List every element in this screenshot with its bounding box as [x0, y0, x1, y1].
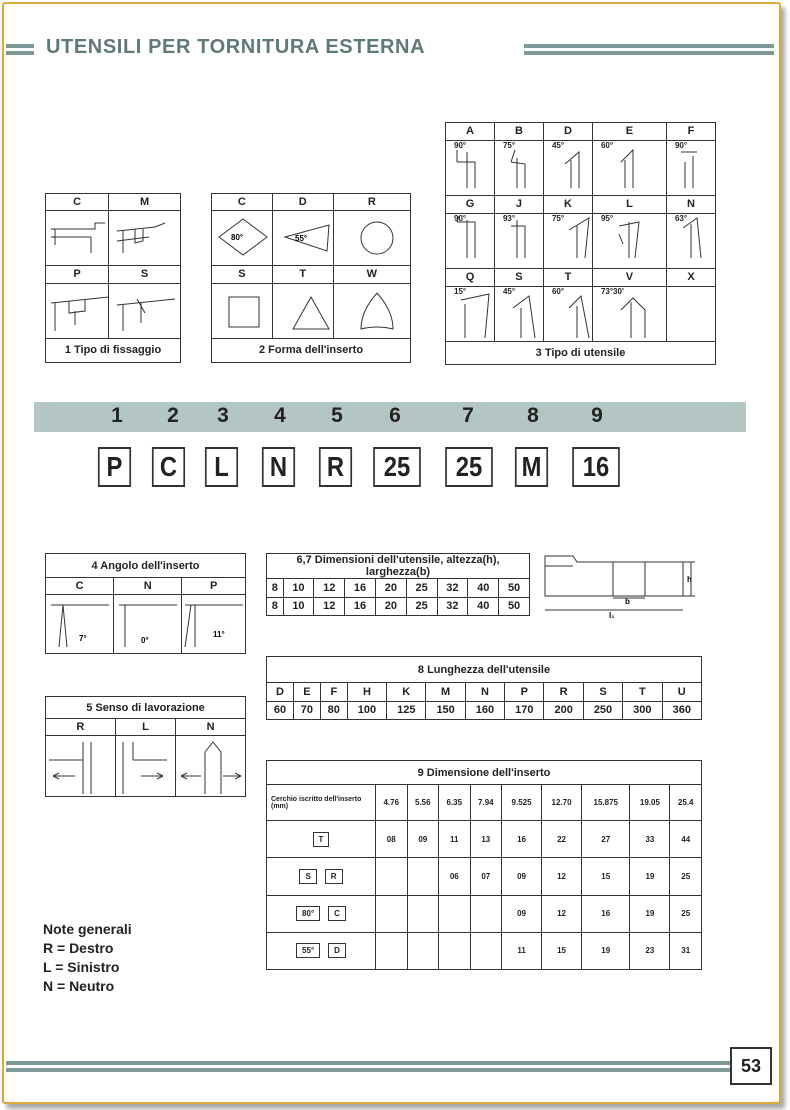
angle-label: 15°	[454, 286, 467, 296]
insert-size-cell	[376, 932, 408, 969]
length-value-cell: 100	[347, 701, 386, 719]
length-value-cell: 80	[320, 701, 347, 719]
insert-size-cell: 19	[582, 932, 630, 969]
diameter-cell: 5.56	[407, 785, 439, 821]
insert-size-cell	[470, 895, 502, 932]
code-cell: R	[46, 719, 116, 736]
insert-shape-cell	[267, 895, 376, 932]
diameter-cell: 4.76	[376, 785, 408, 821]
code-box: M	[515, 447, 548, 487]
length-letter-cell: P	[505, 683, 544, 701]
length-value-cell: 170	[505, 701, 544, 719]
length-value-cell: 70	[293, 701, 320, 719]
tool-dimension-diagram	[543, 552, 703, 622]
angle-label: 11°	[213, 630, 225, 639]
dimension-cell: 25	[406, 579, 437, 597]
insert-size-cell	[376, 895, 408, 932]
length-value-cell: 300	[623, 701, 662, 719]
code-cell: N	[666, 196, 715, 214]
insert-size-cell: 12	[542, 858, 582, 895]
code-box: 25	[445, 447, 493, 487]
code-box: C	[152, 447, 185, 487]
length-letter-cell: R	[544, 683, 583, 701]
length-value-cell: 250	[583, 701, 622, 719]
angle-label: 80°	[231, 233, 244, 242]
position-number: 5	[331, 404, 343, 427]
code-box: R	[319, 447, 352, 487]
shape-w-icon	[361, 293, 393, 329]
page-number: 53	[730, 1047, 772, 1085]
insert-shapes	[211, 193, 411, 363]
note-line: L = Sinistro	[43, 959, 120, 975]
insert-size-cell	[407, 895, 439, 932]
insert-size-cell	[439, 932, 471, 969]
dimension-cell: 10	[283, 579, 314, 597]
section-1-caption: 1 Tipo di fissaggio	[46, 338, 181, 362]
position-number: 4	[274, 404, 286, 427]
dimension-cell: 40	[468, 597, 499, 615]
angle-label: 60°	[600, 140, 614, 150]
dimension-cell: 8	[267, 579, 284, 597]
insert-size-cell	[376, 858, 408, 895]
insert-size-cell: 33	[630, 821, 670, 858]
length-letter-cell: E	[293, 683, 320, 701]
insert-size-cell: 25	[670, 858, 702, 895]
code-cell: W	[333, 266, 410, 283]
dimension-cell: 20	[375, 597, 406, 615]
dimension-cell: 20	[375, 579, 406, 597]
insert-size-cell: 25	[670, 895, 702, 932]
insert-size-cell: 16	[582, 895, 630, 932]
angle-label: 45°	[502, 286, 516, 296]
angle-label: 63°	[674, 213, 688, 223]
dimension-cell: 12	[314, 579, 345, 597]
length-letter-cell: S	[583, 683, 622, 701]
code-cell: R	[333, 194, 410, 211]
code-cell: P	[46, 266, 109, 283]
code-cell: S	[494, 269, 543, 287]
diameter-cell: 12.70	[542, 785, 582, 821]
inscribed-circle-header: Cerchio iscritto dell'inserto (mm)	[267, 785, 376, 821]
dimension-cell: 50	[499, 579, 530, 597]
insert-size-cell: 13	[470, 821, 502, 858]
insert-size-cell: 15	[582, 858, 630, 895]
section-2-caption: 2 Forma dell'inserto	[212, 338, 411, 362]
position-number: 6	[389, 404, 401, 427]
shape-r-icon	[361, 222, 393, 254]
insert-size-cell: 07	[470, 858, 502, 895]
angle-label: 75°	[551, 213, 565, 223]
shape-label: 80°	[296, 906, 320, 921]
code-cell: V	[592, 269, 666, 287]
position-number: 1	[111, 404, 123, 427]
insert-size-cell: 15	[542, 932, 582, 969]
insert-size-cell: 06	[439, 858, 471, 895]
page-title: UTENSILI PER TORNITURA ESTERNA	[46, 36, 426, 58]
length-letter-cell: M	[426, 683, 465, 701]
dimension-cell: 32	[437, 579, 468, 597]
code-cell: D	[543, 123, 592, 141]
shape-label: 55°	[296, 943, 320, 958]
dimension-cell: 32	[437, 597, 468, 615]
section-3-caption: 3 Tipo di utensile	[446, 342, 716, 365]
footer-stripe	[6, 1061, 730, 1065]
clamp-drawings	[45, 193, 181, 363]
insert-shape-cell	[267, 821, 376, 858]
length-value-cell: 125	[387, 701, 426, 719]
section-4-caption: 4 Angolo dell'inserto	[46, 554, 246, 578]
diameter-cell: 19.05	[630, 785, 670, 821]
angle-label: 45°	[551, 140, 565, 150]
code-cell: C	[46, 194, 109, 211]
insert-size-cell: 44	[670, 821, 702, 858]
shape-label: S	[299, 869, 316, 884]
length-letter-cell: T	[623, 683, 662, 701]
code-cell: L	[592, 196, 666, 214]
shape-label: R	[325, 869, 343, 884]
position-number: 8	[527, 404, 539, 427]
insert-size-cell: 19	[630, 895, 670, 932]
insert-size-cell: 16	[502, 821, 542, 858]
insert-size-cell: 19	[630, 858, 670, 895]
clearance-drawings	[45, 553, 246, 654]
position-number: 3	[217, 404, 229, 427]
code-box: N	[262, 447, 295, 487]
dimension-cell: 16	[345, 597, 376, 615]
angle-label: 55°	[295, 234, 308, 243]
length-letter-cell: D	[267, 683, 294, 701]
shape-t-icon	[293, 297, 329, 329]
length-value-cell: 360	[662, 701, 701, 719]
length-letter-cell: H	[347, 683, 386, 701]
length-value-cell: 60	[267, 701, 294, 719]
footer-stripe	[6, 1068, 730, 1072]
insert-size-cell: 11	[502, 932, 542, 969]
length-letter-cell: F	[320, 683, 347, 701]
insert-size-cell: 11	[439, 821, 471, 858]
shape-label: T	[313, 832, 330, 847]
direction-drawings	[45, 696, 246, 797]
angle-label: 0°	[141, 636, 149, 645]
length-letter-cell: U	[662, 683, 701, 701]
length-letter-cell: K	[387, 683, 426, 701]
insert-size-cell: 08	[376, 821, 408, 858]
code-cell: K	[543, 196, 592, 214]
code-box: P	[98, 447, 131, 487]
code-cell: D	[272, 194, 333, 211]
insert-size-cell: 09	[502, 895, 542, 932]
angle-label: 73°30'	[600, 286, 624, 296]
insert-size-cell: 12	[542, 895, 582, 932]
insert-size-cell	[439, 895, 471, 932]
title-bar	[6, 38, 776, 62]
diameter-cell: 6.35	[439, 785, 471, 821]
section-9-caption: 9 Dimensione dell'inserto	[267, 761, 702, 785]
length-value-cell: 150	[426, 701, 465, 719]
angle-label: 95°	[600, 213, 614, 223]
code-cell: Q	[446, 269, 495, 287]
length-label: l₁	[609, 611, 615, 620]
dimension-cell: 40	[468, 579, 499, 597]
code-cell: A	[446, 123, 495, 141]
code-cell: E	[592, 123, 666, 141]
shape-s-icon	[229, 297, 259, 327]
insert-size-cell: 27	[582, 821, 630, 858]
code-cell: B	[494, 123, 543, 141]
angle-label: 93°	[502, 213, 516, 223]
length-value-cell: 200	[544, 701, 583, 719]
code-cell: S	[212, 266, 273, 283]
insert-size-cell: 23	[630, 932, 670, 969]
width-label: b	[625, 597, 630, 606]
code-cell: X	[666, 269, 715, 287]
insert-size-cell: 22	[542, 821, 582, 858]
code-cell: L	[115, 719, 175, 736]
notes-title: Note generali	[43, 921, 132, 937]
code-cell: T	[543, 269, 592, 287]
note-line: R = Destro	[43, 940, 114, 956]
code-cell: J	[494, 196, 543, 214]
tool-type-drawings	[445, 122, 716, 365]
insert-size-cell	[470, 932, 502, 969]
code-box: L	[205, 447, 238, 487]
diameter-cell: 7.94	[470, 785, 502, 821]
section-67-caption: 6,7 Dimensioni dell'utensile, altezza(h), larghezza(b)	[267, 554, 530, 579]
section-5-caption: 5 Senso di lavorazione	[46, 697, 246, 719]
shape-label: C	[328, 906, 346, 921]
insert-size-cell	[407, 932, 439, 969]
code-cell: F	[666, 123, 715, 141]
insert-size-cell: 09	[502, 858, 542, 895]
insert-shape-cell	[267, 932, 376, 969]
diameter-cell: 25.4	[670, 785, 702, 821]
length-letter-cell: N	[465, 683, 504, 701]
note-line: N = Neutro	[43, 978, 115, 994]
angle-label: 90°	[454, 140, 467, 150]
insert-shape-cell	[267, 858, 376, 895]
angle-label: 7°	[79, 634, 87, 643]
code-cell: S	[109, 266, 181, 283]
dimension-cell: 12	[314, 597, 345, 615]
code-cell: M	[109, 194, 181, 211]
code-box: 16	[572, 447, 620, 487]
diameter-cell: 9.525	[502, 785, 542, 821]
general-notes	[43, 920, 132, 996]
code-cell: C	[212, 194, 273, 211]
position-number: 7	[462, 404, 474, 427]
angle-label: 75°	[502, 140, 516, 150]
shape-label: D	[328, 943, 346, 958]
insert-size-cell: 09	[407, 821, 439, 858]
insert-size-cell	[407, 858, 439, 895]
dimension-cell: 10	[283, 597, 314, 615]
dimension-cell: 25	[406, 597, 437, 615]
angle-label: 60°	[551, 286, 565, 296]
angle-label: 90°	[674, 140, 688, 150]
section-8-caption: 8 Lunghezza dell'utensile	[267, 657, 702, 683]
code-cell: N	[176, 719, 246, 736]
dimension-cell: 8	[267, 597, 284, 615]
code-cell: T	[272, 266, 333, 283]
angle-label: 90°	[454, 213, 467, 223]
code-cell: P	[182, 578, 246, 595]
dimension-cell: 16	[345, 579, 376, 597]
code-cell: G	[446, 196, 495, 214]
dimension-cell: 50	[499, 597, 530, 615]
code-cell: C	[46, 578, 114, 595]
insert-size-cell: 31	[670, 932, 702, 969]
height-label: h	[687, 575, 692, 584]
length-value-cell: 160	[465, 701, 504, 719]
diameter-cell: 15.875	[582, 785, 630, 821]
position-number: 9	[591, 404, 603, 427]
code-box: 25	[373, 447, 421, 487]
position-number: 2	[167, 404, 179, 427]
code-cell: N	[114, 578, 182, 595]
